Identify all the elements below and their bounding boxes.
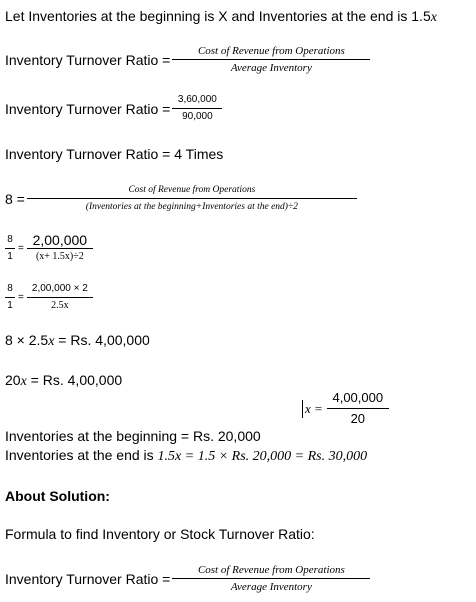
inventory-turnover-formula: [5, 562, 370, 595]
fraction-numerator: 2,00,000 × 2: [27, 281, 93, 298]
equals-sign: =: [18, 243, 24, 254]
about-heading: About Solution:: [5, 488, 110, 504]
fraction: [27, 232, 93, 265]
fraction-numerator: Cost of Revenue from Operations: [172, 43, 370, 60]
lhs-fraction: [5, 232, 15, 265]
formula-intro: Formula to find Inventory or Stock Turnover Ratio:: [5, 526, 315, 542]
lhs-denominator: 1: [7, 300, 13, 311]
step-suffix: = Rs. 4,00,000: [54, 332, 150, 348]
text-cursor: [302, 400, 303, 418]
simplified-formula: [5, 281, 93, 314]
inventory-turnover-values: [5, 92, 222, 125]
fraction: [27, 182, 357, 215]
solve-x-formula: [302, 388, 389, 429]
formula-lhs: Inventory Turnover Ratio =: [5, 51, 171, 68]
intro-text: Let Inventories at the beginning is X and Inventories at the end is 1.5: [5, 8, 431, 24]
step-line: [5, 331, 150, 351]
step-var: x: [48, 334, 55, 349]
fraction-numerator: Cost of Revenue from Operations: [27, 182, 357, 199]
substituted-formula: [5, 232, 93, 265]
inventory-turnover-formula: [5, 43, 370, 76]
fraction-denominator: 20: [350, 411, 366, 426]
result-line: Inventory Turnover Ratio = 4 Times: [5, 146, 224, 162]
lhs-denominator: 1: [7, 251, 13, 262]
ratio-expanded-formula: [5, 182, 357, 215]
step-prefix: 8 × 2.5: [5, 332, 49, 348]
step-prefix: 20: [5, 372, 21, 388]
lhs-numerator: 8: [5, 232, 15, 249]
formula-lhs: x =: [305, 400, 323, 416]
step-line: [5, 371, 122, 391]
fraction-denominator: 90,000: [182, 111, 213, 122]
answer-line: Inventories at the beginning = Rs. 20,000: [5, 428, 261, 444]
fraction: [172, 562, 370, 595]
fraction-denominator: Average Inventory: [230, 581, 312, 593]
formula-lhs: Inventory Turnover Ratio =: [5, 100, 171, 117]
fraction-numerator: 4,00,000: [327, 388, 389, 409]
step-var: x: [20, 374, 27, 389]
answer-math: 1.5x = 1.5 × Rs. 20,000 = Rs. 30,000: [157, 449, 368, 464]
fraction-denominator: 2.5x: [51, 300, 69, 311]
fraction-denominator: (x+ 1.5x)÷2: [35, 251, 84, 262]
lhs-numerator: 8: [5, 281, 15, 298]
formula-lhs: 8 =: [5, 190, 25, 207]
fraction-numerator: Cost of Revenue from Operations: [172, 562, 370, 579]
intro-line: [5, 7, 437, 27]
step-suffix: = Rs. 4,00,000: [26, 372, 123, 388]
fraction-denominator: (Inventories at the beginning+Inventories at the end)÷2: [85, 202, 298, 212]
fraction: [172, 43, 370, 76]
equals-sign: =: [18, 292, 24, 303]
fraction-numerator: 3,60,000: [172, 92, 222, 109]
fraction-denominator: Average Inventory: [230, 62, 312, 74]
answer-line: [5, 446, 367, 466]
answer-prefix: Inventories at the end is: [5, 447, 158, 463]
fraction: [27, 281, 93, 314]
fraction: [327, 388, 389, 429]
lhs-fraction: [5, 281, 15, 314]
intro-var: x: [430, 10, 437, 25]
formula-lhs: Inventory Turnover Ratio =: [5, 570, 171, 587]
fraction-numerator: 2,00,000: [27, 232, 93, 249]
fraction: [172, 92, 222, 125]
